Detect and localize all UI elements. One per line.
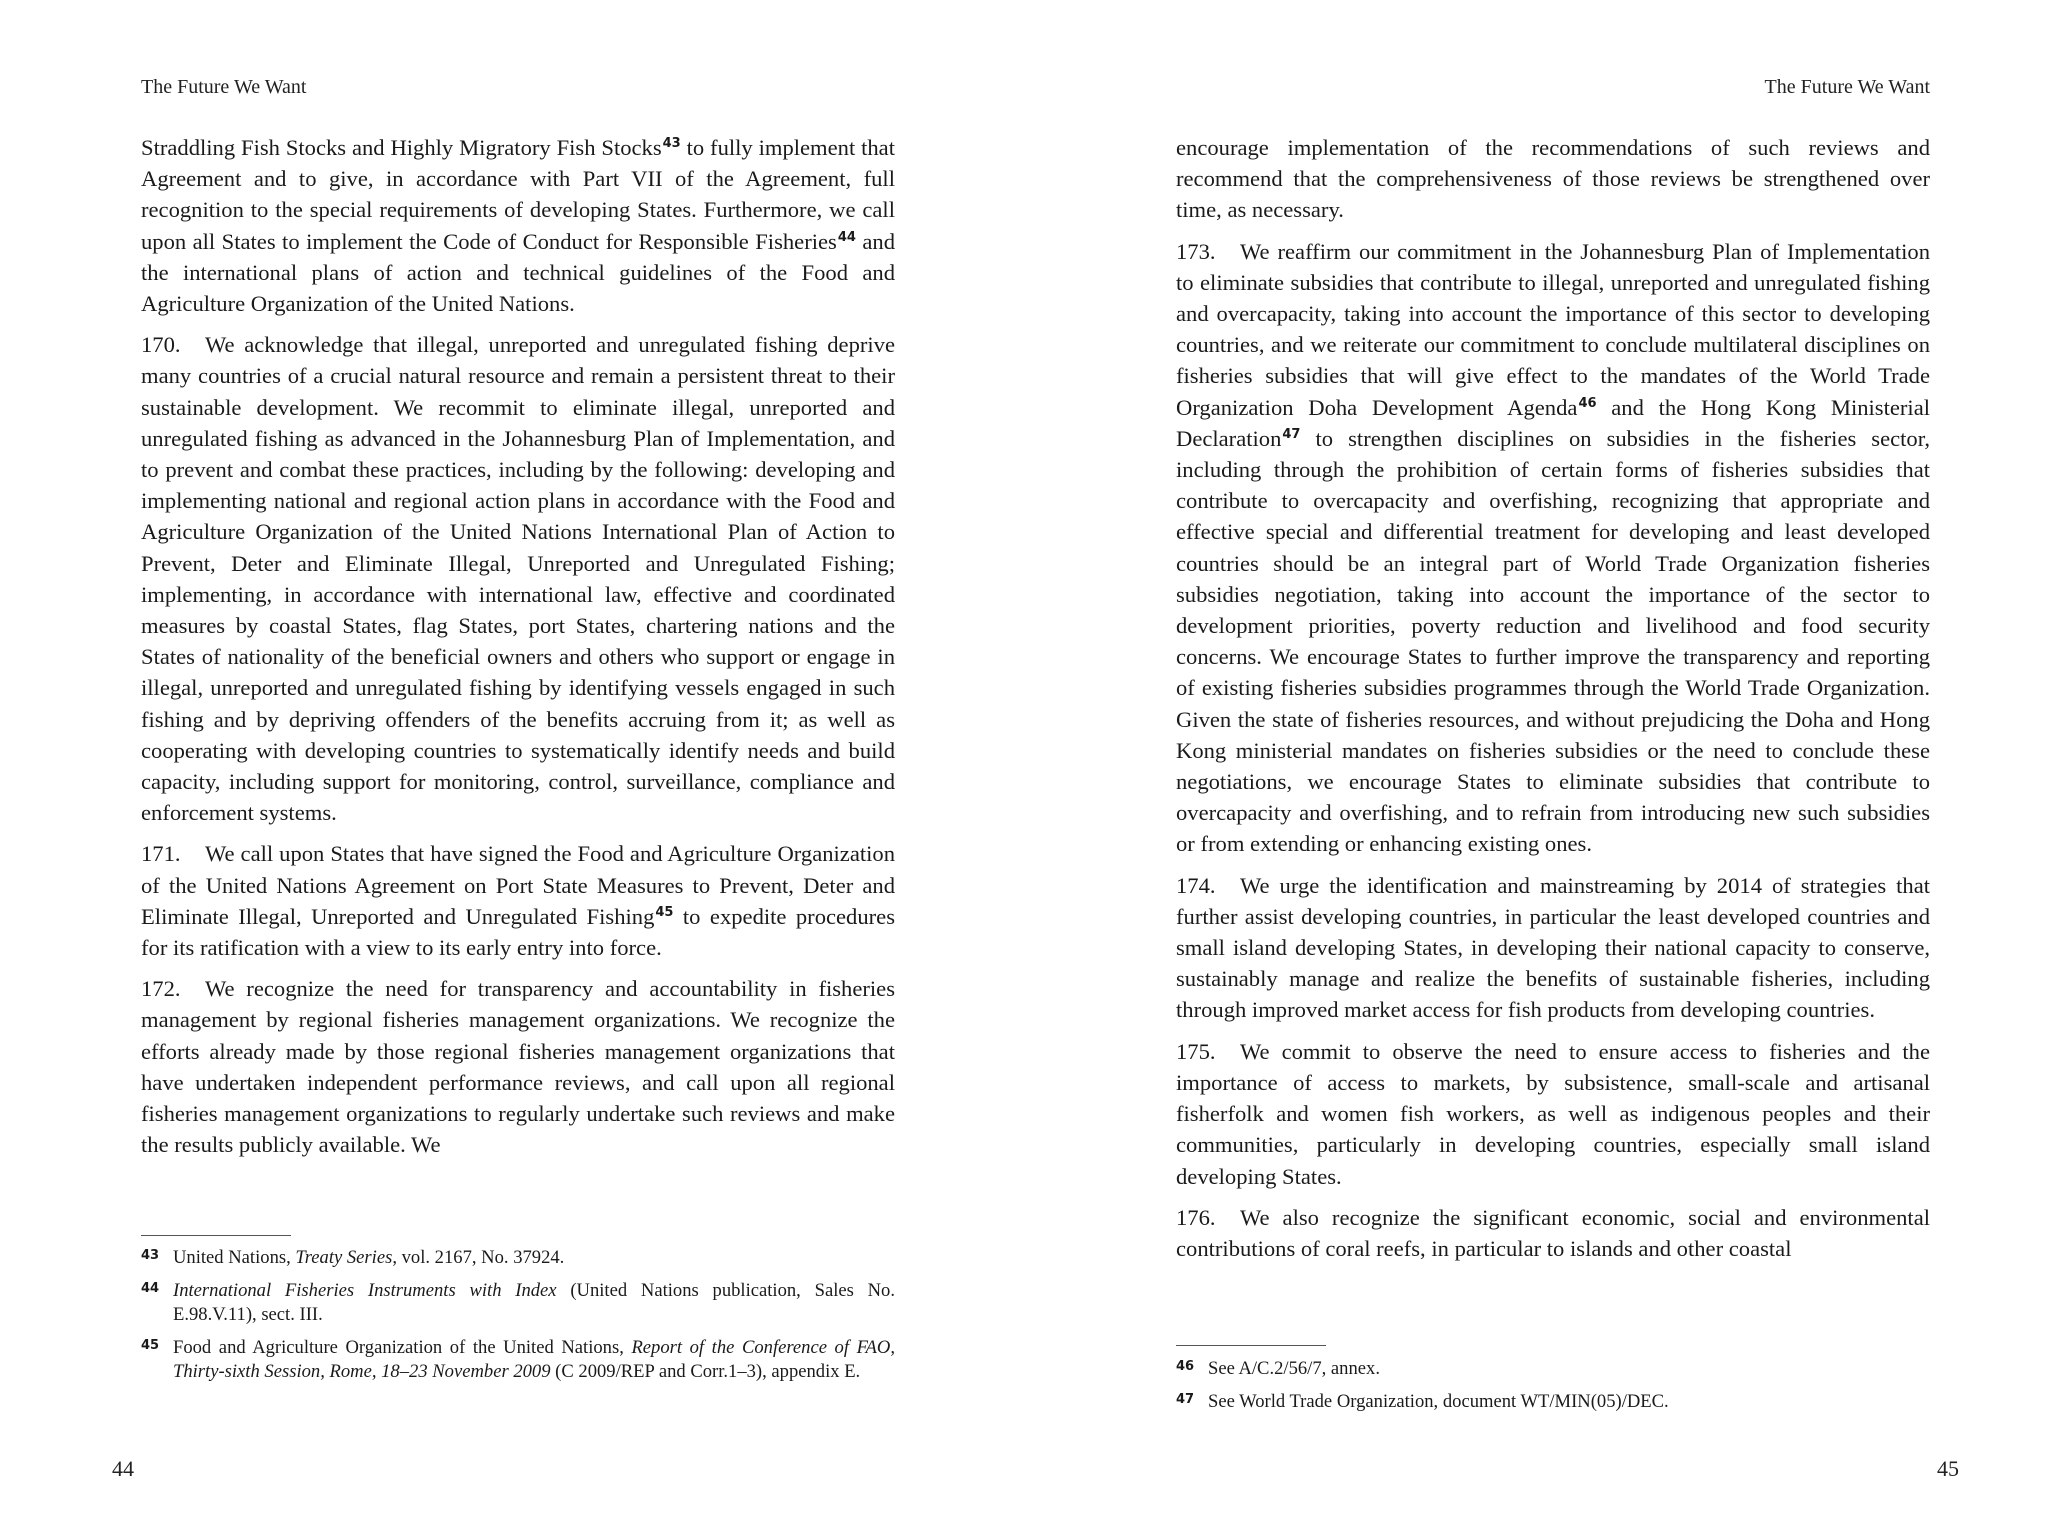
paragraph-number: 171.	[141, 841, 181, 867]
left-page	[112, 0, 896, 1536]
footnote-text: , vol. 2167, No. 37924.	[392, 1247, 565, 1268]
footnote-mark: 43	[141, 1248, 160, 1263]
footnote-text: See World Trade Organization, document WT/MIN(05)/DEC.	[1208, 1390, 1669, 1412]
paragraph-171	[141, 838, 895, 963]
text-run: and the international plans of action and technical guidelines of the Food and Agriculture Organization of the United Nations.	[141, 228, 895, 317]
body-text	[141, 132, 895, 1171]
footnote-mark: 45	[141, 1337, 160, 1353]
paragraph-text: We commit to observe the need to ensure access to fisheries and the importance of access to markets, by subsistence, small-scale and artisanal fisherfolk and women fish workers, as well as indigenous peoples and their communities, particularly in developing countries, especially small island developing States.	[1176, 1038, 1930, 1189]
paragraph-text: We reaffirm our commitment in the Johannesburg Plan of Implementation to eliminate subsidies that contribute to illegal, unreported and unregulated fishing and overcapacity, taking into account the importance of this sector to developing countries, and we reiterate our commitment to conclude multilateral disciplines on fisheries subsidies that will give effect to the mandates of the World Trade Organization Doha Development Agenda	[1176, 238, 1930, 420]
body-text	[1176, 132, 1930, 1274]
paragraph-number: 172.	[141, 976, 181, 1002]
paragraph-169-continuation	[141, 132, 895, 319]
footnote-text: United Nations,	[173, 1247, 296, 1268]
paragraph-number: 175.	[1176, 1038, 1216, 1064]
running-head: The Future We Want	[1764, 76, 1930, 98]
footnote-divider	[1176, 1345, 1326, 1346]
footnotes	[141, 1246, 895, 1393]
page-number: 44	[112, 1456, 134, 1481]
text-run: to fully implement that Agreement and to give, in accordance with Part VII of the Agreement, full recognition to the special requirements of developing States. Furthermore, we call upon all States to implement the Code of Conduct for Responsible Fisheries	[141, 135, 895, 254]
footnote-mark: 46	[1176, 1359, 1195, 1374]
footnote-46	[1176, 1357, 1930, 1382]
footnote-mark: 47	[1176, 1391, 1195, 1407]
page-number: 45	[1937, 1456, 1959, 1481]
footnote-45	[141, 1336, 895, 1385]
right-page	[1176, 0, 1959, 1536]
footnote-ref-44[interactable]: 44	[837, 229, 856, 245]
paragraph-174	[1176, 870, 1930, 1026]
footnote-text: (C 2009/REP and Corr.1–3), appendix E.	[550, 1361, 861, 1382]
footnote-italic: Report of the Conference of FAO, Thirty-sixth Session, Rome, 18–23 November 2009	[173, 1336, 895, 1382]
paragraph-number: 170.	[141, 332, 181, 358]
paragraph-175	[1176, 1036, 1930, 1192]
footnote-ref-45[interactable]: 45	[655, 904, 674, 920]
paragraph-number: 174.	[1176, 872, 1216, 898]
paragraph-176	[1176, 1202, 1930, 1264]
footnote-ref-43[interactable]: 43	[662, 136, 681, 151]
paragraph-number: 176.	[1176, 1204, 1216, 1230]
footnote-text: See A/C.2/56/7, annex.	[1208, 1358, 1380, 1379]
footnote-47	[1176, 1390, 1930, 1415]
paragraph-172	[141, 973, 895, 1160]
paragraph-text: We also recognize the significant economic, social and environmental contributions of coral reefs, in particular to islands and other coastal	[1176, 1204, 1930, 1261]
footnote-mark: 44	[141, 1280, 160, 1296]
footnote-italic: Treaty Series	[295, 1247, 393, 1268]
footnote-text: Food and Agriculture Organization of the United Nations,	[173, 1336, 632, 1358]
paragraph-170	[141, 329, 895, 828]
footnote-44	[141, 1279, 895, 1328]
paragraph-text: We urge the identification and mainstreaming by 2014 of strategies that further assist developing countries, in particular the least developed countries and small island developing States, in developing their national capacity to conserve, sustainably manage and realize the benefits of sustainable fisheries, including through improved market access for fish products from developing countries.	[1176, 872, 1930, 1023]
text-run: Straddling Fish Stocks and Highly Migratory Fish Stocks	[141, 135, 662, 160]
paragraph-text: and the Hong Kong Ministerial Declaration	[1176, 394, 1931, 451]
running-head: The Future We Want	[141, 76, 307, 98]
footnote-text: (United Nations publication, Sales No. E.98.V.11), sect. III.	[173, 1279, 896, 1325]
paragraph-text: We call upon States that have signed the Food and Agriculture Organization of the United Nations Agreement on Port State Measures to Prevent, Deter and Eliminate Illegal, Unreported and Unregulated Fishing	[141, 841, 895, 929]
footnote-divider	[141, 1235, 291, 1236]
paragraph-172-continuation: encourage implementation of the recommendations of such reviews and recommend that the comprehensiveness of those reviews be strengthened over time, as necessary.	[1176, 135, 1930, 223]
footnote-43	[141, 1246, 895, 1271]
footnotes	[1176, 1357, 1930, 1422]
paragraph-number: 173.	[1176, 238, 1216, 264]
footnote-ref-47[interactable]: 47	[1282, 426, 1301, 442]
footnote-ref-46[interactable]: 46	[1578, 395, 1597, 411]
footnote-italic: International Fisheries Instruments with Index	[173, 1279, 557, 1301]
paragraph-text: We recognize the need for transparency and accountability in fisheries management by regional fisheries management organizations. We recognize the efforts already made by those regional fisheries management organizations that have undertaken independent performance reviews, and call upon all regional fisheries management organizations to regularly undertake such reviews and make the results publicly available. We	[141, 976, 895, 1158]
paragraph-text: We acknowledge that illegal, unreported and unregulated fishing deprive many countries of a crucial natural resource and remain a persistent threat to their sustainable development. We recommit to eliminate illegal, unreported and unregulated fishing as advanced in the Johannesburg Plan of Implementation, and to prevent and combat these practices, including by the following: developing and implementing national and regional action plans in accordance with the Food and Agriculture Organization of the United Nations International Plan of Action to Prevent, Deter and Eliminate Illegal, Unreported and Unregulated Fishing; implementing, in accordance with international law, effective and coordinated measures by coastal States, flag States, port States, chartering nations and the States of nationality of the beneficial owners and others who support or engage in illegal, unreported and unregulated fishing by identifying vessels engaged in such fishing and by depriving offenders of the benefits accruing from it; as well as cooperating with developing countries to systematically identify needs and build capacity, including support for monitoring, control, surveillance, compliance and enforcement systems.	[141, 332, 895, 826]
paragraph-text: to expedite procedures for its ratification with a view to its early entry into force.	[141, 903, 895, 961]
paragraph-text: to strengthen disciplines on subsidies in the fisheries sector, including through the prohibition of certain forms of fisheries subsidies that contribute to overcapacity and overfishing, recognizing that appropriate and effective special and differential treatment for developing and least developed countries should be an integral part of World Trade Organization fisheries subsidies negotiation, taking into account the importance of the sector to development priorities, poverty reduction and livelihood and food security concerns. We encourage States to further improve the transparency and reporting of existing fisheries subsidies programmes through the World Trade Organization. Given the state of fisheries resources, and without prejudicing the Doha and Hong Kong ministerial mandates on fisheries subsidies or the need to conclude these negotiations, we encourage States to eliminate subsidies that contribute to overcapacity and overfishing, and to refrain from introducing new such subsidies or from extending or enhancing existing ones.	[1176, 425, 1930, 857]
paragraph-173	[1176, 236, 1930, 860]
